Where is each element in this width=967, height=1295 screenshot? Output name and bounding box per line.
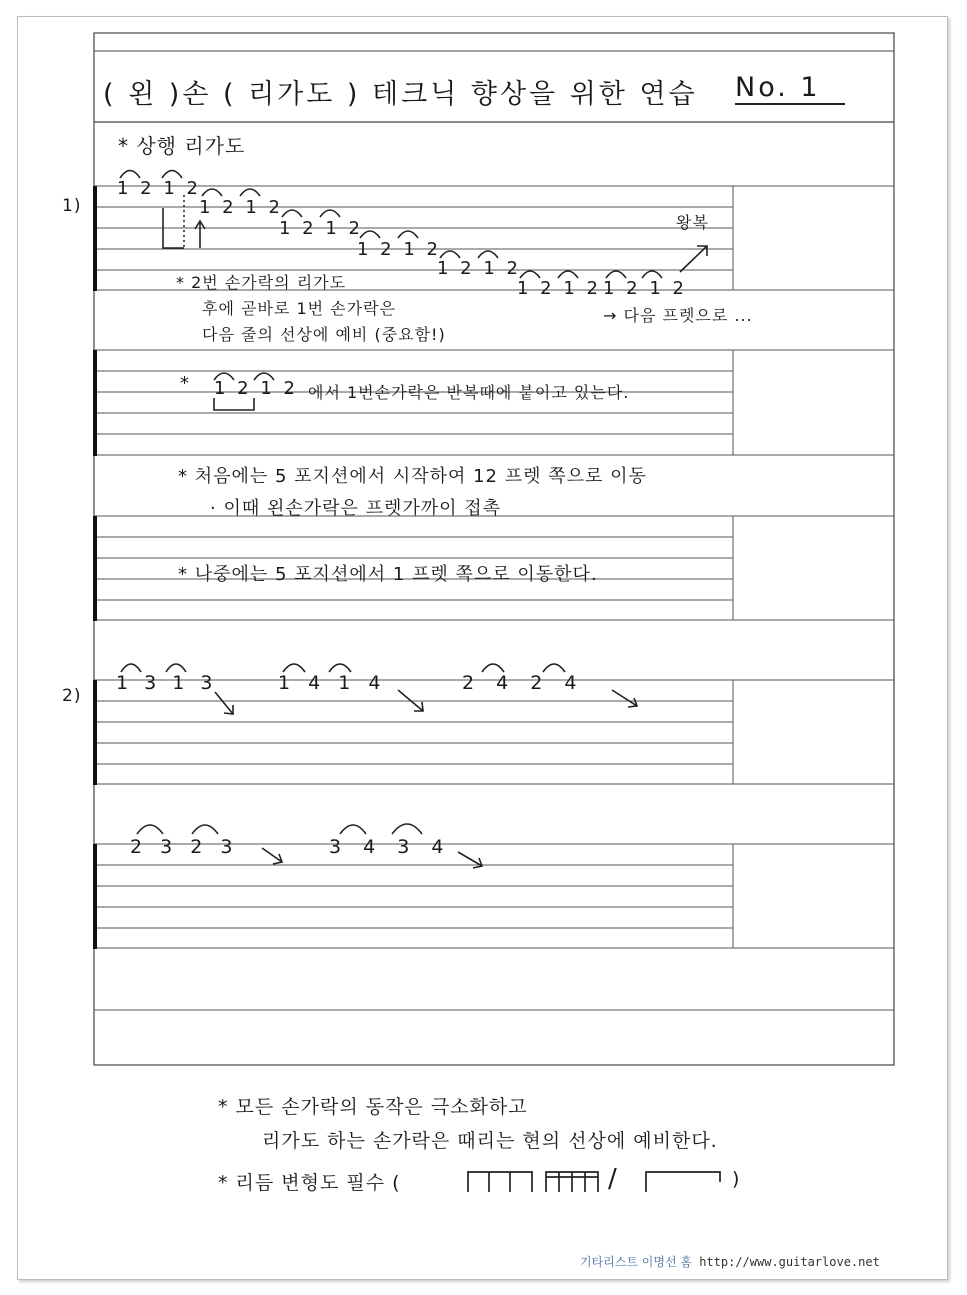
tab-note: 1 2 1 2 (279, 218, 363, 239)
tab-note: 1 2 1 2 (117, 178, 201, 199)
tab-note: 3 4 3 4 (329, 836, 452, 858)
exercise-number: No. 1 (735, 72, 845, 105)
tab-note: 1 2 1 2 (517, 278, 601, 299)
hint-notes: 1 2 1 2 (214, 378, 298, 399)
tab-note: 1 4 1 4 (278, 672, 387, 694)
tab-note: 1 2 1 2 (437, 258, 521, 279)
site-credit (580, 1253, 880, 1270)
footer-note: 리가도 하는 손가락은 때리는 현의 선상에 예비한다. (262, 1130, 718, 1152)
tab-note: 1 2 1 2 (199, 197, 283, 218)
site-url[interactable]: http://www.guitarlove.net (699, 1255, 880, 1269)
tab-note: 1 2 1 2 (603, 278, 687, 299)
tab-note: 2 4 2 4 (462, 672, 585, 694)
tab-note: 2 3 2 3 (130, 836, 239, 858)
footer-note: * 리듬 변형도 필수 ( (218, 1172, 401, 1194)
asterisk: * (180, 373, 190, 394)
rhythm-close: ) (732, 1168, 741, 1190)
rhythm-separator: / (608, 1164, 618, 1194)
note-line: * 2번 손가락의 리가도 (176, 273, 347, 292)
position-text: · 이때 왼손가락은 프렛가까이 접촉 (210, 498, 502, 519)
page-title: ( 왼 )손 ( 리가도 ) 테크닉 향상을 위한 연습 (103, 79, 698, 110)
next-fret-note: → 다음 프렛으로 ... (603, 306, 753, 325)
tab-note: 1 3 1 3 (116, 672, 218, 694)
tab-note: 1 2 1 2 (357, 239, 441, 260)
position-text: * 나중에는 5 포지션에서 1 프렛 쪽으로 이동한다. (178, 564, 598, 585)
note-line: 다음 줄의 선상에 예비 (중요함!) (202, 325, 446, 344)
position-text: * 처음에는 5 포지션에서 시작하여 12 프렛 쪽으로 이동 (178, 466, 647, 487)
note-line: 후에 곧바로 1번 손가락은 (202, 299, 396, 318)
hint-text: 에서 1번손가락은 반복때에 붙이고 있는다. (308, 383, 630, 402)
footer-note: * 모든 손가락의 동작은 극소화하고 (218, 1096, 528, 1118)
repeat-label: 왕복 (676, 213, 709, 232)
site-name: 기타리스트 이명선 홈 (580, 1255, 692, 1269)
section2-label: 2) (62, 686, 82, 706)
section1-heading: * 상행 리가도 (118, 134, 246, 158)
section1-label: 1) (62, 196, 82, 216)
